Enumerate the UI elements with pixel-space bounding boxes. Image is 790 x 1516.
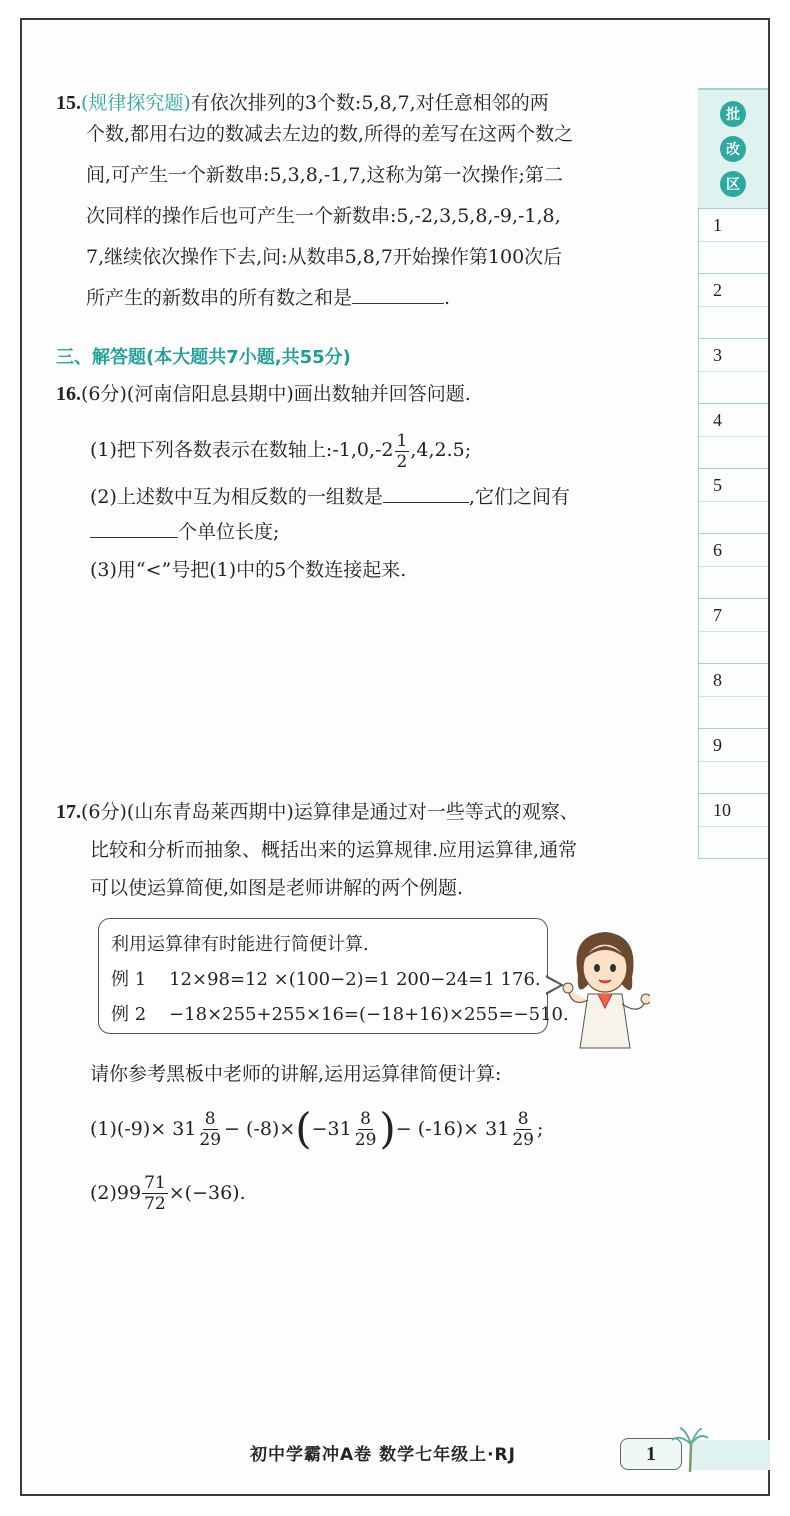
grading-row-number: 3	[713, 345, 722, 365]
fraction: $\frac{8}{29}$	[354, 1108, 377, 1150]
question-text: (6分)(河南信阳息县期中)画出数轴并回答问题.	[81, 383, 471, 405]
grading-row-number: 4	[713, 410, 722, 430]
question-tag: (规律探究题)	[81, 92, 191, 114]
teacher-speech-box	[98, 918, 569, 1034]
question-text: (1)把下列各数表示在数轴上:-1,0,-2	[90, 439, 394, 461]
page-number: 1	[620, 1438, 682, 1470]
grading-badge-2: 改	[720, 136, 746, 162]
example-1: 12×98=12 ×(100−2)=1 200−24=1 176.	[169, 969, 541, 990]
example-label: 例 2	[111, 1004, 147, 1025]
question-text: 间,可产生一个新数串:5,3,8,-1,7,这称为第一次操作;第二	[86, 164, 563, 186]
fraction: $\frac{71}{72}$	[144, 1172, 166, 1214]
question-text: 请你参考黑板中老师的讲解,运用运算律简便计算:	[90, 1063, 502, 1085]
question-15	[56, 88, 686, 314]
grading-row[interactable]	[698, 728, 768, 793]
grading-row-number: 10	[713, 800, 731, 820]
grading-badge-1: 批	[720, 101, 746, 127]
question-16	[56, 380, 686, 584]
grading-row-number: 2	[713, 280, 722, 300]
grading-row[interactable]	[698, 403, 768, 468]
grading-badge-3: 区	[720, 171, 746, 197]
grading-row-number: 8	[713, 670, 722, 690]
answer-blank[interactable]	[383, 482, 469, 503]
fraction: $\frac{1}{2}$	[396, 430, 408, 472]
question-text: 次同样的操作后也可产生一个新数串:5,-2,3,5,8,-9,-1,8,	[86, 205, 561, 227]
question-text: .	[444, 287, 451, 309]
question-text: ,4,2.5;	[410, 439, 472, 461]
question-text: 比较和分析而抽象、概括出来的运算规律.应用运算律,通常	[90, 839, 578, 861]
question-text: 可以使运算简便,如图是老师讲解的两个例题.	[90, 877, 464, 899]
grading-row[interactable]	[698, 338, 768, 403]
speech-intro: 利用运算律有时能进行简便计算.	[111, 934, 369, 955]
calc-1: (1)(-9)× 31 $\frac{8}{29}$ − (-8)× ( −31 $\frac{8}{29}$ ) − (-16)× 31 $\frac{8}{29}$ ;	[90, 1104, 544, 1153]
question-text: 个数,都用右边的数减去左边的数,所得的差写在这两个数之	[86, 123, 574, 145]
grading-row-number: 9	[713, 735, 722, 755]
question-text: 7,继续依次操作下去,问:从数串5,8,7开始操作第100次后	[86, 246, 563, 268]
grading-row[interactable]	[698, 793, 768, 858]
question-text: ,它们之间有	[468, 485, 570, 508]
grading-row[interactable]	[698, 533, 768, 598]
grading-row[interactable]	[698, 208, 768, 273]
section-heading: 三、解答题(本大题共7小题,共55分)	[56, 347, 351, 368]
question-text: 个单位长度;	[178, 520, 280, 543]
grading-row[interactable]	[698, 598, 768, 663]
answer-blank[interactable]	[90, 517, 178, 538]
question-number: 17.	[56, 801, 81, 823]
grading-row-number: 7	[713, 605, 722, 625]
grading-row-number: 5	[713, 475, 722, 495]
question-text: 有依次排列的3个数:5,8,7,对任意相邻的两	[190, 92, 549, 114]
answer-blank[interactable]	[352, 283, 444, 304]
grading-row-number: 6	[713, 540, 722, 560]
calc-2: (2)99 $\frac{71}{72}$ ×(−36).	[90, 1172, 246, 1214]
grading-row[interactable]	[698, 468, 768, 533]
teacher-illustration-icon	[560, 920, 650, 1050]
question-text: (3)用“<”号把(1)中的5个数连接起来.	[90, 558, 407, 581]
example-2: −18×255+255×16=(−18+16)×255=−510.	[169, 1004, 569, 1025]
question-text: (2)上述数中互为相反数的一组数是	[90, 485, 383, 508]
grading-panel-header	[698, 88, 768, 208]
question-text: 所产生的新数串的所有数之和是	[86, 287, 353, 309]
fraction: $\frac{8}{29}$	[199, 1108, 222, 1150]
fraction: $\frac{8}{29}$	[512, 1108, 534, 1150]
question-17	[56, 798, 686, 902]
question-text: (6分)(山东青岛莱西期中)运算律是通过对一些等式的观察、	[81, 801, 579, 823]
grading-row-number: 1	[713, 215, 722, 235]
question-number: 15.	[56, 92, 81, 114]
grading-row[interactable]	[698, 663, 768, 728]
example-label: 例 1	[111, 969, 147, 990]
palm-tree-icon	[670, 1426, 710, 1474]
footer-title: 初中学霸冲A卷 数学七年级上·RJ	[250, 1445, 516, 1465]
question-number: 16.	[56, 383, 81, 405]
grading-panel	[698, 88, 768, 860]
grading-row[interactable]	[698, 273, 768, 338]
